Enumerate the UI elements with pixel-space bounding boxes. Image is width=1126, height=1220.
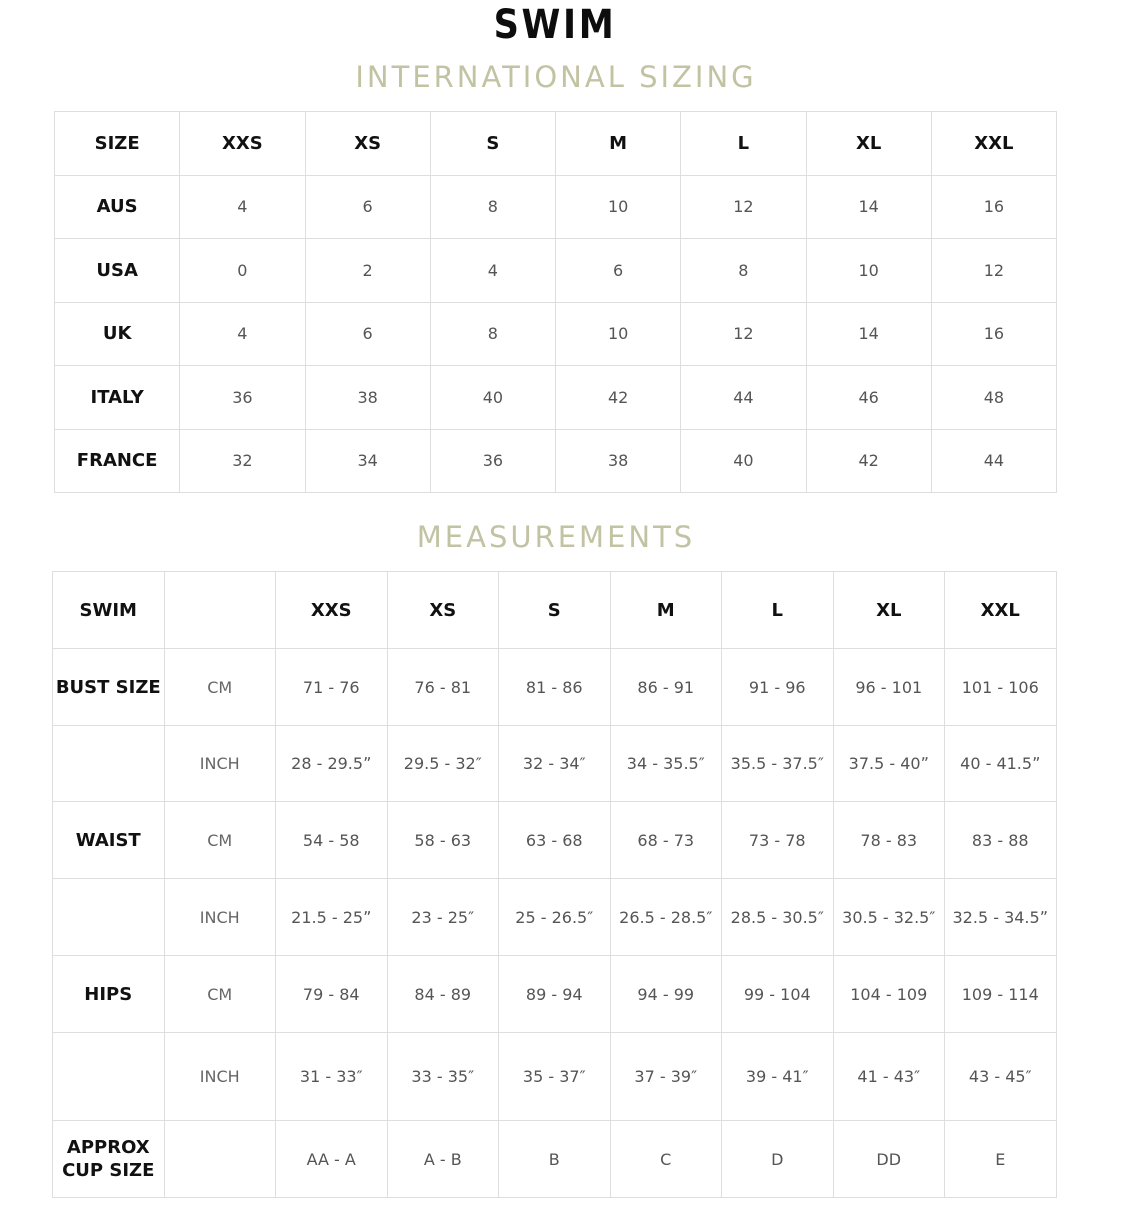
table-cell: 36 <box>430 429 555 493</box>
table-cell: B <box>499 1121 611 1198</box>
table-cell: 21.5 - 25ˮ <box>276 879 388 956</box>
row-label <box>53 726 165 802</box>
table-cell: 84 - 89 <box>387 956 499 1033</box>
table-cell: 26.5 - 28.5″ <box>610 879 722 956</box>
table-row <box>55 302 1057 366</box>
table-cell: 37 - 39″ <box>610 1033 722 1121</box>
header-cell: XXL <box>931 112 1056 176</box>
table-cell: 8 <box>430 175 555 239</box>
unit-cell: INCH <box>164 1033 276 1121</box>
table-header-row <box>55 112 1057 176</box>
table-cell: 32.5 - 34.5ˮ <box>945 879 1057 956</box>
header-cell: XXS <box>276 572 388 649</box>
row-label: FRANCE <box>55 429 180 493</box>
table-cell: 38 <box>305 366 430 430</box>
table-cell: 40 <box>681 429 806 493</box>
row-label: AUS <box>55 175 180 239</box>
table-cell: 14 <box>806 302 931 366</box>
international-sizing-heading: INTERNATIONAL SIZING <box>355 60 757 94</box>
header-cell: S <box>430 112 555 176</box>
table-cell: 10 <box>556 302 681 366</box>
table-cell: 81 - 86 <box>499 649 611 726</box>
table-cell: 63 - 68 <box>499 802 611 879</box>
table-cell: 73 - 78 <box>722 802 834 879</box>
header-cell <box>164 572 276 649</box>
table-cell: 34 - 35.5″ <box>610 726 722 802</box>
table-cell: 33 - 35″ <box>387 1033 499 1121</box>
table-cell: 40 <box>430 366 555 430</box>
table-cell: 16 <box>931 175 1056 239</box>
international-sizing-table <box>54 111 1057 493</box>
header-cell: L <box>681 112 806 176</box>
unit-cell <box>164 1121 276 1198</box>
header-cell: XXS <box>180 112 305 176</box>
table-cell: 32 - 34″ <box>499 726 611 802</box>
header-cell: XL <box>806 112 931 176</box>
table-cell: E <box>945 1121 1057 1198</box>
table-row <box>53 1121 1057 1198</box>
table-row <box>53 1033 1057 1121</box>
table-cell: 8 <box>681 239 806 303</box>
table-cell: AA - A <box>276 1121 388 1198</box>
unit-cell: CM <box>164 956 276 1033</box>
table-cell: 94 - 99 <box>610 956 722 1033</box>
table-cell: 36 <box>180 366 305 430</box>
table-cell: 41 - 43″ <box>833 1033 945 1121</box>
table-cell: 6 <box>305 302 430 366</box>
table-cell: 2 <box>305 239 430 303</box>
table-cell: 29.5 - 32″ <box>387 726 499 802</box>
table-cell: 0 <box>180 239 305 303</box>
table-cell: 42 <box>556 366 681 430</box>
table-row <box>53 956 1057 1033</box>
table-cell: A - B <box>387 1121 499 1198</box>
page-title: SWIM <box>493 2 617 48</box>
table-cell: 37.5 - 40ˮ <box>833 726 945 802</box>
table-cell: 39 - 41″ <box>722 1033 834 1121</box>
table-row <box>55 175 1057 239</box>
header-cell: XS <box>305 112 430 176</box>
header-cell: SWIM <box>53 572 165 649</box>
measurements-table <box>52 571 1057 1198</box>
unit-cell: CM <box>164 802 276 879</box>
row-label: ITALY <box>55 366 180 430</box>
row-label: HIPS <box>53 956 165 1033</box>
table-cell: 101 - 106 <box>945 649 1057 726</box>
table-cell: 42 <box>806 429 931 493</box>
row-label <box>53 1033 165 1121</box>
table-row <box>55 366 1057 430</box>
table-cell: 25 - 26.5″ <box>499 879 611 956</box>
table-cell: 104 - 109 <box>833 956 945 1033</box>
table-cell: 12 <box>681 302 806 366</box>
table-cell: 44 <box>931 429 1056 493</box>
table-cell: 32 <box>180 429 305 493</box>
table-cell: 58 - 63 <box>387 802 499 879</box>
table-cell: C <box>610 1121 722 1198</box>
table-cell: 89 - 94 <box>499 956 611 1033</box>
table-cell: 4 <box>180 175 305 239</box>
table-row <box>53 649 1057 726</box>
row-label: APPROX CUP SIZE <box>53 1121 165 1198</box>
table-cell: 4 <box>430 239 555 303</box>
table-cell: 68 - 73 <box>610 802 722 879</box>
table-row <box>55 239 1057 303</box>
table-cell: 35 - 37″ <box>499 1033 611 1121</box>
table-cell: 35.5 - 37.5″ <box>722 726 834 802</box>
table-cell: 28 - 29.5ˮ <box>276 726 388 802</box>
table-cell: 30.5 - 32.5″ <box>833 879 945 956</box>
table-cell: DD <box>833 1121 945 1198</box>
table-row <box>53 802 1057 879</box>
table-cell: 10 <box>556 175 681 239</box>
row-label: USA <box>55 239 180 303</box>
table-cell: 86 - 91 <box>610 649 722 726</box>
table-cell: 34 <box>305 429 430 493</box>
table-cell: 16 <box>931 302 1056 366</box>
table-cell: 48 <box>931 366 1056 430</box>
table-cell: D <box>722 1121 834 1198</box>
table-cell: 38 <box>556 429 681 493</box>
header-cell: SIZE <box>55 112 180 176</box>
unit-cell: INCH <box>164 726 276 802</box>
table-cell: 40 - 41.5ˮ <box>945 726 1057 802</box>
table-cell: 12 <box>931 239 1056 303</box>
table-cell: 44 <box>681 366 806 430</box>
table-cell: 28.5 - 30.5″ <box>722 879 834 956</box>
row-label: BUST SIZE <box>53 649 165 726</box>
table-cell: 23 - 25″ <box>387 879 499 956</box>
table-cell: 12 <box>681 175 806 239</box>
table-cell: 79 - 84 <box>276 956 388 1033</box>
table-header-row <box>53 572 1057 649</box>
table-cell: 4 <box>180 302 305 366</box>
table-cell: 109 - 114 <box>945 956 1057 1033</box>
table-cell: 78 - 83 <box>833 802 945 879</box>
table-cell: 46 <box>806 366 931 430</box>
header-cell: XXL <box>945 572 1057 649</box>
row-label: UK <box>55 302 180 366</box>
table-row <box>55 429 1057 493</box>
table-cell: 14 <box>806 175 931 239</box>
table-cell: 83 - 88 <box>945 802 1057 879</box>
unit-cell: CM <box>164 649 276 726</box>
table-cell: 6 <box>556 239 681 303</box>
header-cell: XS <box>387 572 499 649</box>
table-row <box>53 726 1057 802</box>
table-cell: 6 <box>305 175 430 239</box>
table-cell: 76 - 81 <box>387 649 499 726</box>
table-cell: 91 - 96 <box>722 649 834 726</box>
table-cell: 31 - 33″ <box>276 1033 388 1121</box>
table-cell: 71 - 76 <box>276 649 388 726</box>
header-cell: L <box>722 572 834 649</box>
table-cell: 96 - 101 <box>833 649 945 726</box>
header-cell: XL <box>833 572 945 649</box>
table-cell: 43 - 45″ <box>945 1033 1057 1121</box>
table-cell: 10 <box>806 239 931 303</box>
table-row <box>53 879 1057 956</box>
unit-cell: INCH <box>164 879 276 956</box>
header-cell: M <box>556 112 681 176</box>
measurements-heading: MEASUREMENTS <box>416 520 696 554</box>
header-cell: S <box>499 572 611 649</box>
table-cell: 8 <box>430 302 555 366</box>
header-cell: M <box>610 572 722 649</box>
row-label: WAIST <box>53 802 165 879</box>
table-cell: 99 - 104 <box>722 956 834 1033</box>
row-label <box>53 879 165 956</box>
table-cell: 54 - 58 <box>276 802 388 879</box>
